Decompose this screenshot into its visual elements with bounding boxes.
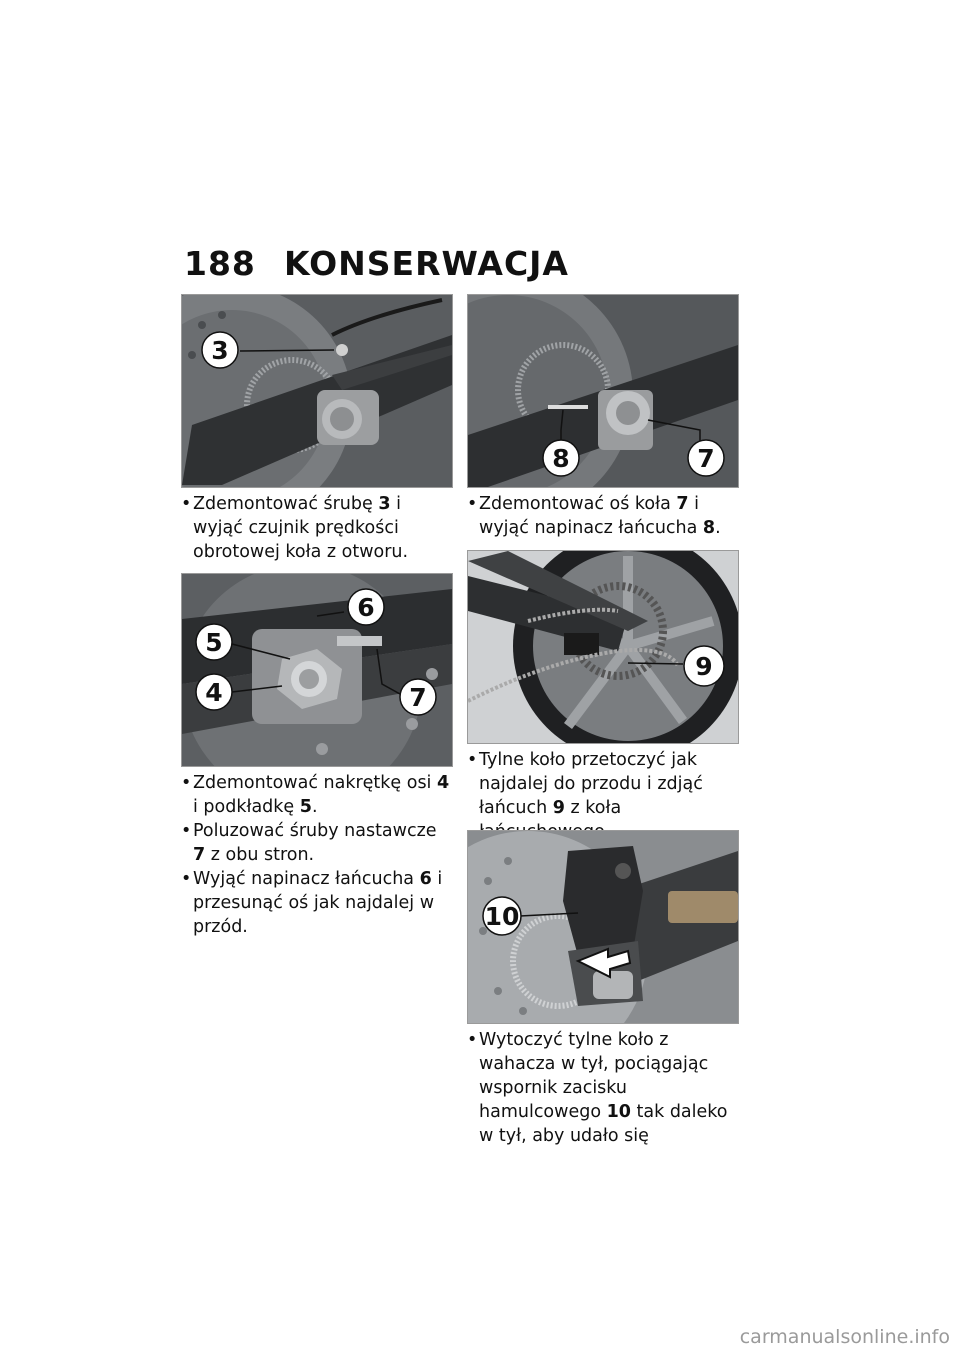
step-remove-screw (181, 492, 453, 564)
step-ref: 7 (676, 494, 689, 514)
step-ref: 9 (552, 798, 565, 818)
callout-4: 4 (205, 678, 223, 707)
step-text: . (715, 518, 721, 538)
figure-axle-adjuster (467, 294, 739, 488)
step-ref: 5 (299, 797, 312, 817)
step-text: z obu stron. (205, 845, 315, 865)
step-text: Wytoczyć tylne koło z wahacza w tył, pociągając wspornik zacisku hamulcowego (479, 1030, 709, 1122)
callout-6: 6 (357, 593, 375, 622)
step-text: Zdemontować nakrętkę osi (193, 773, 437, 793)
step-text: tak daleko w tył, aby udało się (479, 1102, 728, 1146)
callout-9: 9 (695, 652, 713, 681)
figure-speed-sensor-image (182, 295, 452, 487)
step-text: i podkładkę (193, 797, 300, 817)
figure-caliper-bracket (467, 830, 739, 1024)
figure-chain (467, 550, 739, 744)
step-ref: 6 (419, 869, 432, 889)
figure-speed-sensor (181, 294, 453, 488)
step-text: z koła (570, 798, 622, 818)
step-text: i wyjąć czujnik prędkości obrotowej koła z otworu. (193, 494, 409, 562)
callout-3: 3 (211, 336, 229, 365)
step-ref: 10 (606, 1102, 631, 1122)
step-text: Poluzować śruby nastawcze (193, 821, 437, 841)
list-item (181, 771, 453, 819)
page-header (184, 244, 569, 283)
step-ref: 3 (378, 494, 391, 514)
step-text: Tylne koło przetoczyć jak najdalej do przodu i zdjąć łańcuch (479, 750, 703, 818)
figure-caliper-bracket-image (468, 831, 738, 1023)
callout-8: 8 (552, 444, 570, 473)
step-ref: 8 (702, 518, 716, 538)
step-text: i wyjąć napinacz łańcucha (479, 494, 703, 538)
step-text: Zdemontować oś koła (479, 494, 677, 514)
list-item (181, 867, 453, 939)
watermark: carmanualsonline.info (739, 1326, 950, 1348)
callout-7: 7 (409, 683, 427, 712)
list-item (181, 819, 453, 867)
figure-axle-adjuster-image (468, 295, 738, 487)
figure-chain-image (468, 551, 738, 743)
step-ref: 7 (193, 845, 206, 865)
step-text: Zdemontować śrubę (193, 494, 379, 514)
step-ref: 4 (436, 773, 450, 793)
list-item (467, 1028, 739, 1148)
step-roll-out-wheel (467, 1028, 739, 1148)
step-text: Wyjąć napinacz łańcucha (193, 869, 420, 889)
figure-axle-nut-image (182, 574, 452, 766)
figure-axle-nut (181, 573, 453, 767)
callout-7: 7 (697, 444, 715, 473)
page-number: 188 (184, 244, 256, 283)
callout-5: 5 (205, 628, 223, 657)
page-title: KONSERWACJA (284, 244, 569, 283)
step-remove-axle (467, 492, 739, 540)
step-text: . (311, 797, 318, 817)
step-remove-nut (181, 771, 453, 939)
callout-10: 10 (484, 902, 520, 931)
step-text: i przesunąć oś jak najdalej w przód. (193, 869, 443, 937)
list-item (467, 492, 739, 540)
list-item (181, 492, 453, 564)
